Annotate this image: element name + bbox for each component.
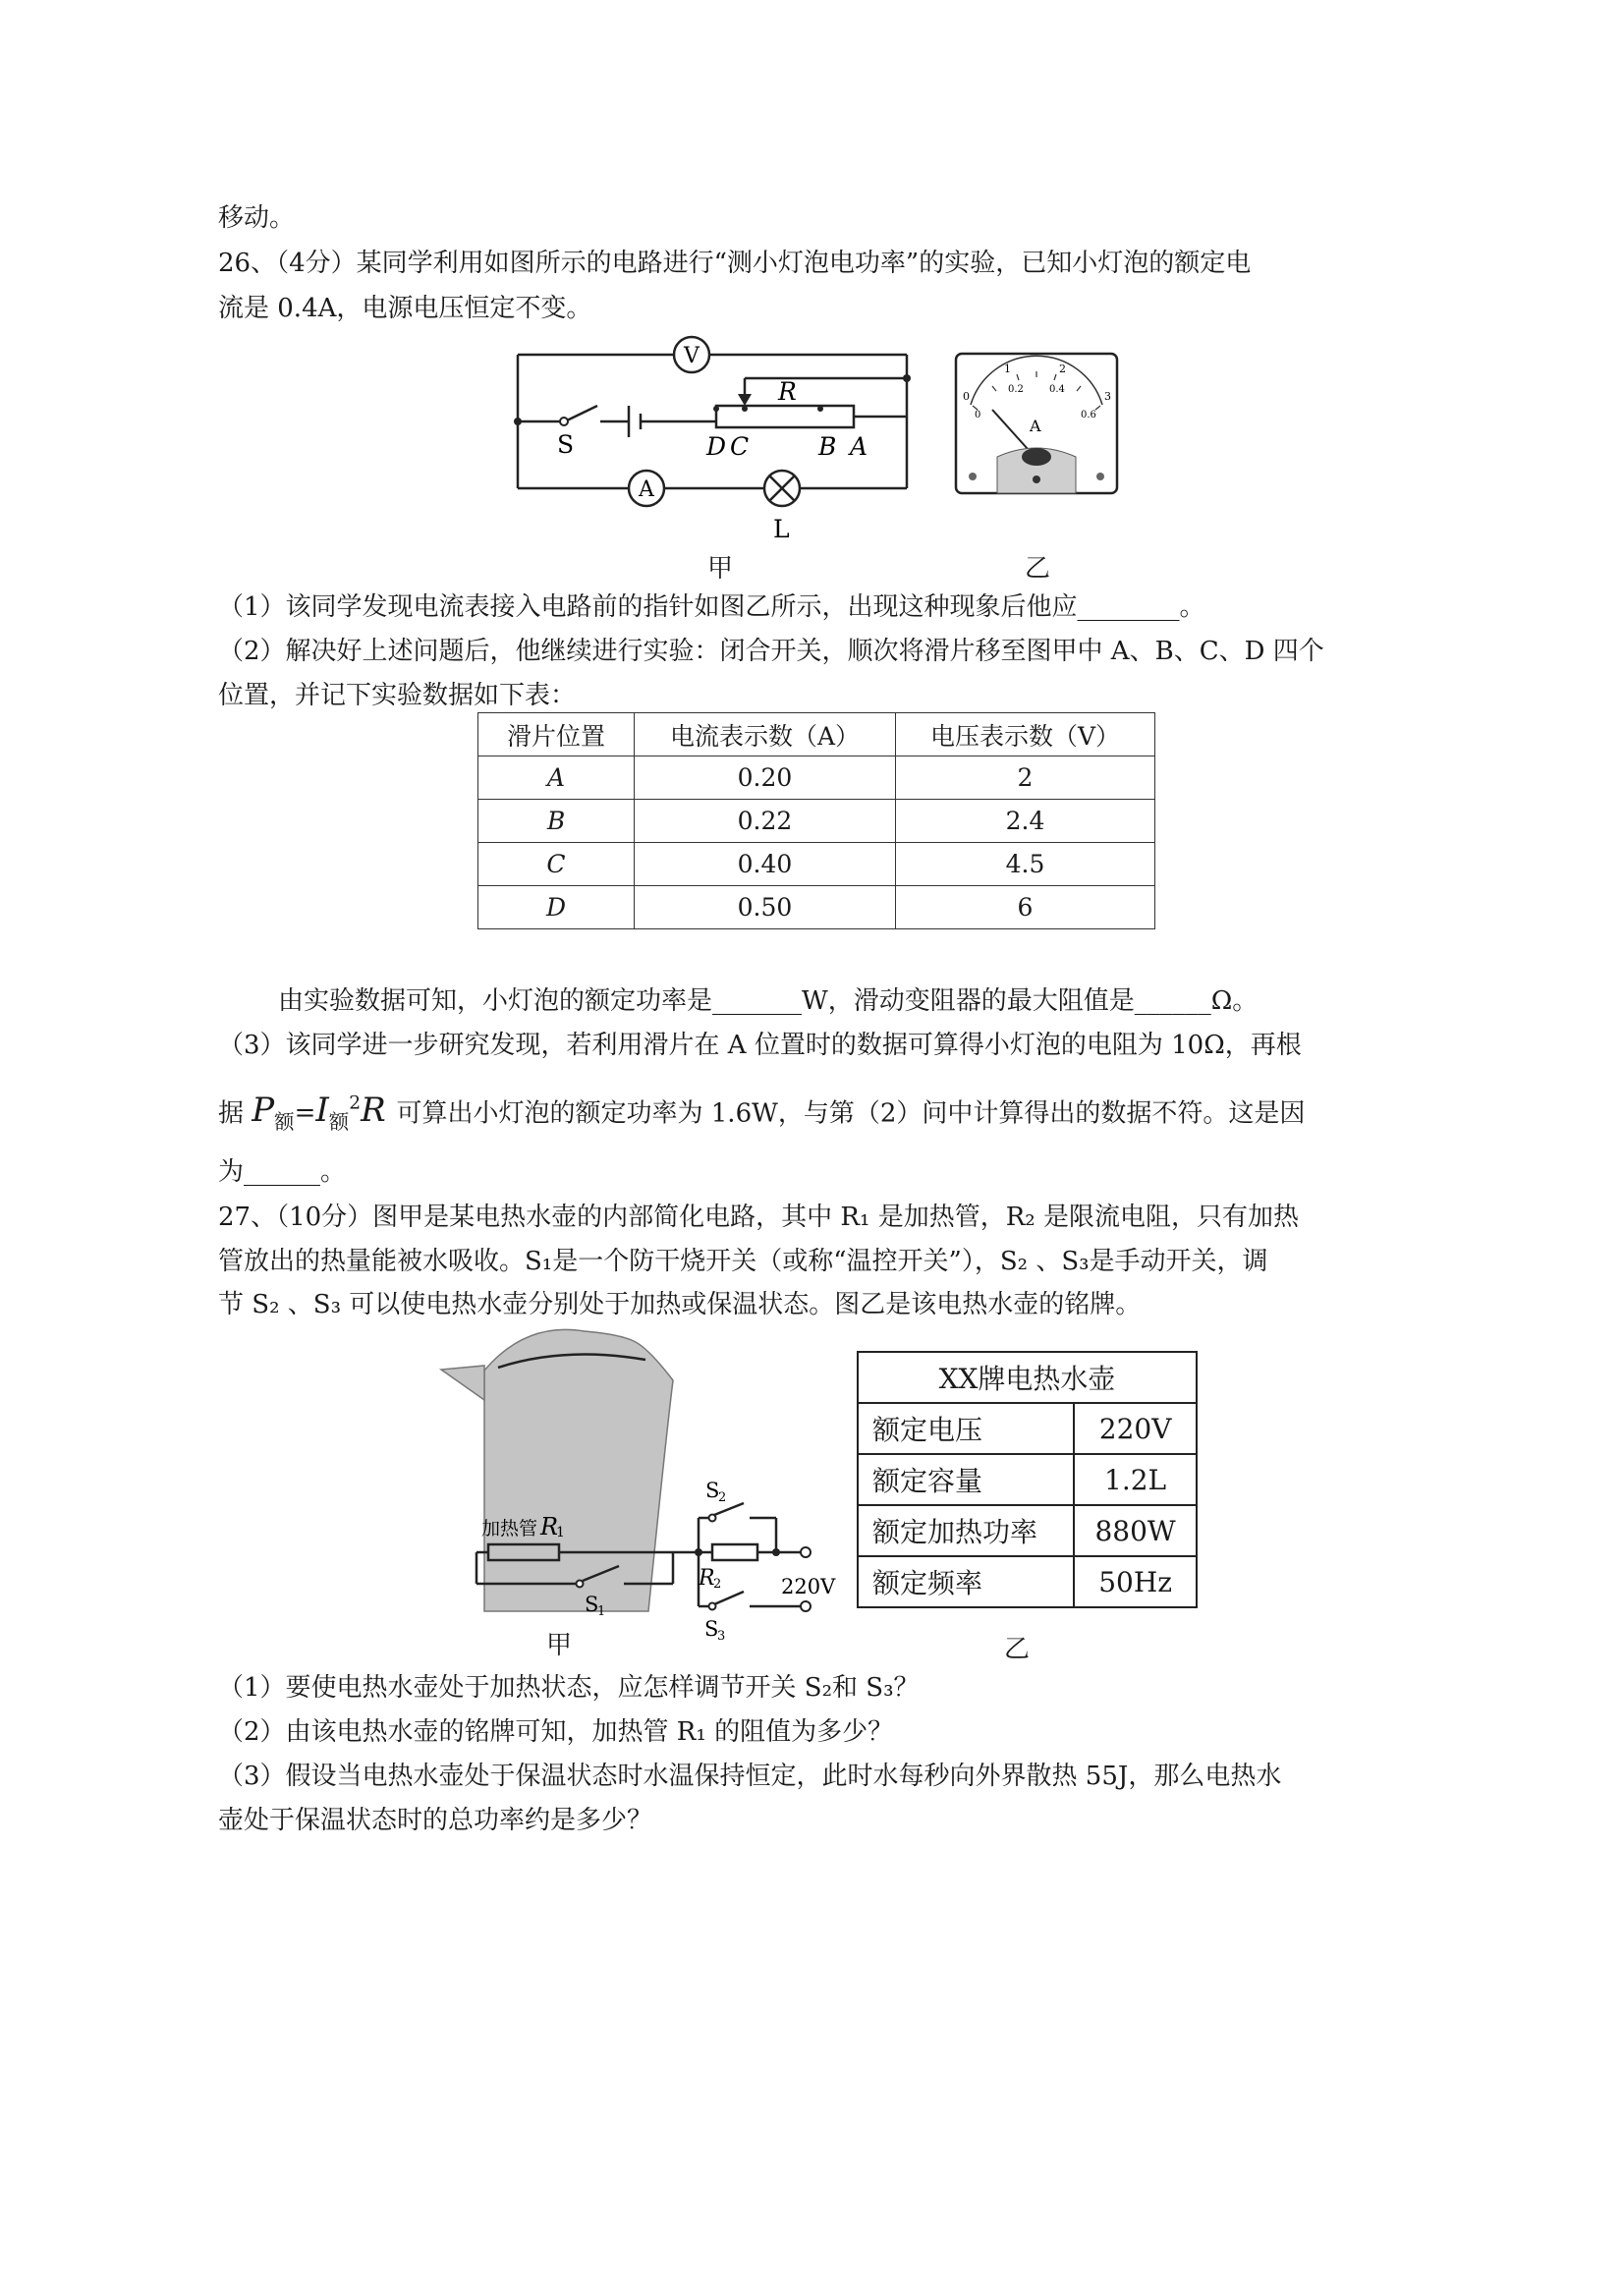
voltage-label: 220V (781, 1575, 836, 1598)
s2-sub: 2 (718, 1490, 727, 1505)
meter-scale-top-1: 1 (1004, 363, 1011, 375)
nameplate-value: 220V (1074, 1403, 1197, 1454)
s3-sub: 3 (717, 1629, 726, 1641)
q26-part1: （1）该同学发现电流表接入电路前的指针如图乙所示，出现这种现象后他应________。 (218, 592, 1205, 622)
table-row (858, 1556, 1197, 1607)
q26-part3-line2 (218, 1089, 1305, 1138)
r1-sub: 1 (556, 1525, 565, 1540)
formula-i: I (315, 1091, 329, 1131)
s2-label: S (705, 1479, 720, 1502)
q27-line3: 节 S₂ 、S₃ 可以使电热水壶分别处于加热或保温状态。图乙是该电热水壶的铭牌。 (218, 1290, 1142, 1319)
table-header: 电压表示数（V） (896, 713, 1155, 756)
q26-part3-line2-pre: 据 (218, 1098, 245, 1129)
q26-part2-line1: （2）解决好上述问题后，他继续进行实验：闭合开关，顺次将滑片移至图甲中 A、B、C、D 四个 (218, 637, 1324, 666)
table-cell: 0.40 (635, 843, 896, 886)
table-header: 电流表示数（A） (635, 713, 896, 756)
r2-label: R (699, 1566, 715, 1591)
meter-scale-bottom-3: 0.6 (1081, 410, 1096, 420)
ammeter-label: A (639, 477, 654, 502)
ammeter-face-figure (953, 351, 1120, 496)
q26-data-table (477, 712, 1155, 929)
q26-part2-result: 由实验数据可知，小灯泡的额定功率是_______W，滑动变阻器的最大阻值是______Ω。 (278, 986, 1259, 1016)
q26-part3-line3: 为______。 (218, 1157, 347, 1187)
formula-sub-rated: 额 (274, 1110, 295, 1135)
table-row (478, 886, 1155, 929)
nameplate-key: 额定加热功率 (858, 1505, 1074, 1556)
lamp-label: L (773, 515, 790, 543)
meter-unit: A (1030, 417, 1041, 435)
q27-line2: 管放出的热量能被水吸收。S₁是一个防干烧开关（或称“温控开关”），S₂ 、S₃是手动开关，调 (218, 1247, 1268, 1276)
q26-line2: 流是 0.4A，电源电压恒定不变。 (218, 294, 592, 323)
table-cell: C (478, 843, 635, 886)
terminal-b: B (818, 432, 837, 461)
table-row (858, 1505, 1197, 1556)
table-row (858, 1454, 1197, 1505)
q26-part3-line2-post: 可算出小灯泡的额定功率为 1.6W，与第（2）问中计算得出的数据不符。这是因 (396, 1098, 1306, 1129)
nameplate-value: 880W (1074, 1505, 1197, 1556)
table-row (478, 756, 1155, 800)
terminal-a: A (850, 432, 868, 461)
table-cell: B (478, 800, 635, 843)
table-cell: 2.4 (896, 800, 1155, 843)
q27-caption-jia: 甲 (546, 1631, 573, 1660)
meter-scale-bottom-2: 0.4 (1049, 384, 1065, 395)
formula-sup: 2 (349, 1093, 362, 1114)
table-cell: 0.20 (635, 756, 896, 800)
s1-label: S (585, 1593, 599, 1616)
r2-sub: 2 (713, 1577, 722, 1592)
s3-label: S (704, 1617, 719, 1641)
q27-part2: （2）由该电热水壶的铭牌可知，加热管 R₁ 的阻值为多少？ (218, 1717, 894, 1747)
formula-sub-rated-2: 额 (328, 1110, 350, 1135)
q27-part1: （1）要使电热水壶处于加热状态，应怎样调节开关 S₂和 S₃？ (218, 1673, 920, 1703)
r1-label: R (540, 1513, 559, 1540)
meter-scale-bottom-1: 0.2 (1008, 384, 1024, 395)
meter-scale-top-0: 0 (963, 390, 970, 403)
formula-r: R (361, 1091, 386, 1131)
table-cell: A (478, 756, 635, 800)
meter-scale-top-2: 2 (1059, 363, 1066, 375)
heater-label: 加热管 (481, 1518, 538, 1540)
table-cell: 0.50 (635, 886, 896, 929)
table-cell: 6 (896, 886, 1155, 929)
q27-line1: 27、（10分）图甲是某电热水壶的内部简化电路，其中 R₁ 是加热管，R₂ 是限流电阻，只有加热 (218, 1203, 1299, 1232)
table-cell: 0.22 (635, 800, 896, 843)
q26-line1: 26、（4分）某同学利用如图所示的电路进行“测小灯泡电功率”的实验，已知小灯泡的额定电 (218, 249, 1252, 278)
q26-part3-line1: （3）该同学进一步研究发现，若利用滑片在 A 位置时的数据可算得小灯泡的电阻为 10Ω，再根 (218, 1031, 1302, 1060)
q27-caption-yi: 乙 (1004, 1635, 1031, 1664)
nameplate-value: 50Hz (1074, 1556, 1197, 1607)
nameplate-key: 额定电压 (858, 1403, 1074, 1454)
q26-part2-line2: 位置，并记下实验数据如下表： (218, 681, 577, 710)
nameplate-key: 额定频率 (858, 1556, 1074, 1607)
nameplate-value: 1.2L (1074, 1454, 1197, 1505)
q26-caption-jia: 甲 (707, 554, 734, 584)
table-cell: 4.5 (896, 843, 1155, 886)
terminal-c: C (730, 432, 750, 461)
q27-part3-line1: （3）假设当电热水壶处于保温状态时水温保持恒定，此时水每秒向外界散热 55J，那么电热水 (218, 1762, 1282, 1791)
terminal-d: D (706, 432, 727, 461)
table-row (478, 800, 1155, 843)
table-cell: D (478, 886, 635, 929)
q26-circuit-diagram (506, 329, 919, 560)
nameplate-title: XX牌电热水壶 (858, 1352, 1197, 1403)
voltmeter-label: V (684, 344, 700, 368)
power-formula (252, 1091, 396, 1135)
intro-line: 移动。 (218, 203, 296, 233)
table-header: 滑片位置 (478, 713, 635, 756)
switch-label: S (557, 430, 575, 459)
formula-p: P (252, 1091, 275, 1131)
meter-scale-top-3: 3 (1104, 390, 1111, 403)
kettle-circuit-diagram (437, 1326, 850, 1641)
meter-scale-bottom-0: 0 (975, 410, 981, 420)
table-row (478, 843, 1155, 886)
table-cell: 2 (896, 756, 1155, 800)
q27-part3-line2: 壶处于保温状态时的总功率约是多少？ (218, 1806, 653, 1835)
kettle-nameplate (857, 1351, 1198, 1608)
s1-sub: 1 (597, 1604, 606, 1619)
rheostat-label: R (778, 377, 797, 406)
table-row (858, 1403, 1197, 1454)
nameplate-key: 额定容量 (858, 1454, 1074, 1505)
q26-caption-yi: 乙 (1025, 554, 1051, 584)
formula-eq: = (294, 1098, 316, 1129)
